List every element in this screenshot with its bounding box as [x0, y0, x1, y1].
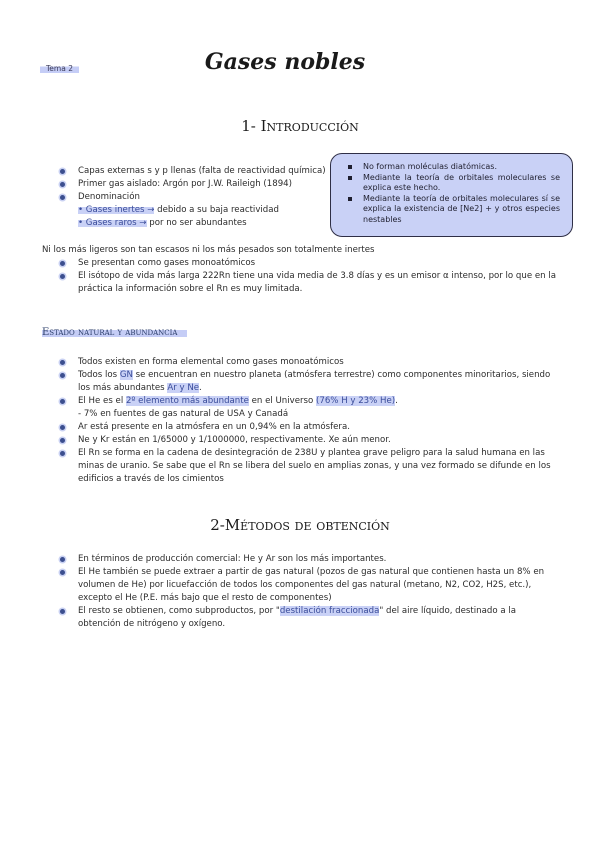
square-bullet-icon [348, 176, 352, 180]
list-item: El isótopo de vida más larga 222Rn tiene una vida media de 3.8 días y es un emisor α intenso, por lo que en la práctica la información sobre el Rn es muy limitada. [60, 270, 558, 296]
list-item: Mediante la teoría de orbitales moleculares sí se explica la existencia de [Ne2] + y otros especies nestables [345, 194, 560, 226]
bullet-icon [60, 360, 65, 365]
list-item: Todos los GN se encuentran en nuestro planeta (atmósfera terrestre) como componentes minoritarios, siendo los más abundantes Ar y Ne. [60, 369, 558, 395]
bullet-icon [60, 425, 65, 430]
estado-bullet-list [60, 356, 558, 486]
list-item: El He es el 2º elemento más abundante en el Universo (76% H y 23% He). - 7% en fuentes de gas natural de USA y Canadá [60, 395, 558, 421]
list-item: El resto se obtienen, como subproductos, por "destilación fraccionada" del aire líquido, destinado a la obtención de nitrógeno y oxígeno. [60, 605, 558, 631]
list-item: Denominación [60, 191, 330, 204]
list-item: Todos existen en forma elemental como gases monoatómicos [60, 356, 558, 369]
bullet-icon [60, 438, 65, 443]
section-heading-metodos: 2-Métodos de obtención [210, 516, 390, 534]
bullet-icon [60, 274, 65, 279]
square-bullet-icon [348, 197, 352, 201]
list-item: Ar está presente en la atmósfera en un 0,94% en la atmósfera. [60, 421, 558, 434]
list-item: Primer gas aislado: Argón por J.W. Raileigh (1894) [60, 178, 330, 191]
list-item: Capas externas s y p llenas (falta de reactividad química) [60, 165, 330, 178]
bullet-icon [60, 570, 65, 575]
section-heading-introduccion: 1- Introducción [241, 117, 359, 135]
bullet-icon [60, 399, 65, 404]
bullet-icon [60, 609, 65, 614]
intro-bullet-list [60, 165, 330, 204]
list-item: Ne y Kr están en 1/65000 y 1/1000000, respectivamente. Xe aún menor. [60, 434, 558, 447]
metodos-bullet-list [60, 553, 558, 631]
bullet-icon [60, 557, 65, 562]
intro-bullet-list-2 [60, 257, 558, 296]
denominacion-inertes: • Gases inertes → debido a su baja reactividad [78, 205, 279, 215]
list-item: No forman moléculas diatómicas. [345, 162, 560, 173]
intro-note: Ni los más ligeros son tan escasos ni los más pesados son totalmente inertes [42, 245, 375, 255]
section-heading-estado: Estado natural y abundancia [42, 326, 187, 339]
callout-box [330, 153, 573, 237]
bullet-icon [60, 169, 65, 174]
bullet-icon [60, 451, 65, 456]
page-title: Gases nobles [204, 49, 366, 75]
list-item: En términos de producción comercial: He y Ar son los más importantes. [60, 553, 558, 566]
list-item: El He también se puede extraer a partir de gas natural (pozos de gas natural que contienen hasta un 8% en volumen de He) por licuefacción de todos los componentes del gas natural (metano, N2, CO2, H2S, etc.), excepto el He (P.E. más bajo que el resto de componentes) [60, 566, 558, 605]
bullet-icon [60, 261, 65, 266]
bullet-icon [60, 182, 65, 187]
denominacion-raros: • Gases raros → por no ser abundantes [78, 218, 247, 228]
bullet-icon [60, 373, 65, 378]
list-item: Mediante la teoría de orbitales moleculares se explica este hecho. [345, 173, 560, 194]
list-item: El Rn se forma en la cadena de desintegración de 238U y plantea grave peligro para la salud humana en las minas de uranio. Se sabe que el Rn se libera del suelo en amplias zonas, y una vez formado se difunde en los edificios a través de los cimientos [60, 447, 558, 486]
square-bullet-icon [348, 165, 352, 169]
bullet-icon [60, 195, 65, 200]
list-item: Se presentan como gases monoatómicos [60, 257, 558, 270]
topic-tag: Tema 2 [40, 62, 79, 75]
